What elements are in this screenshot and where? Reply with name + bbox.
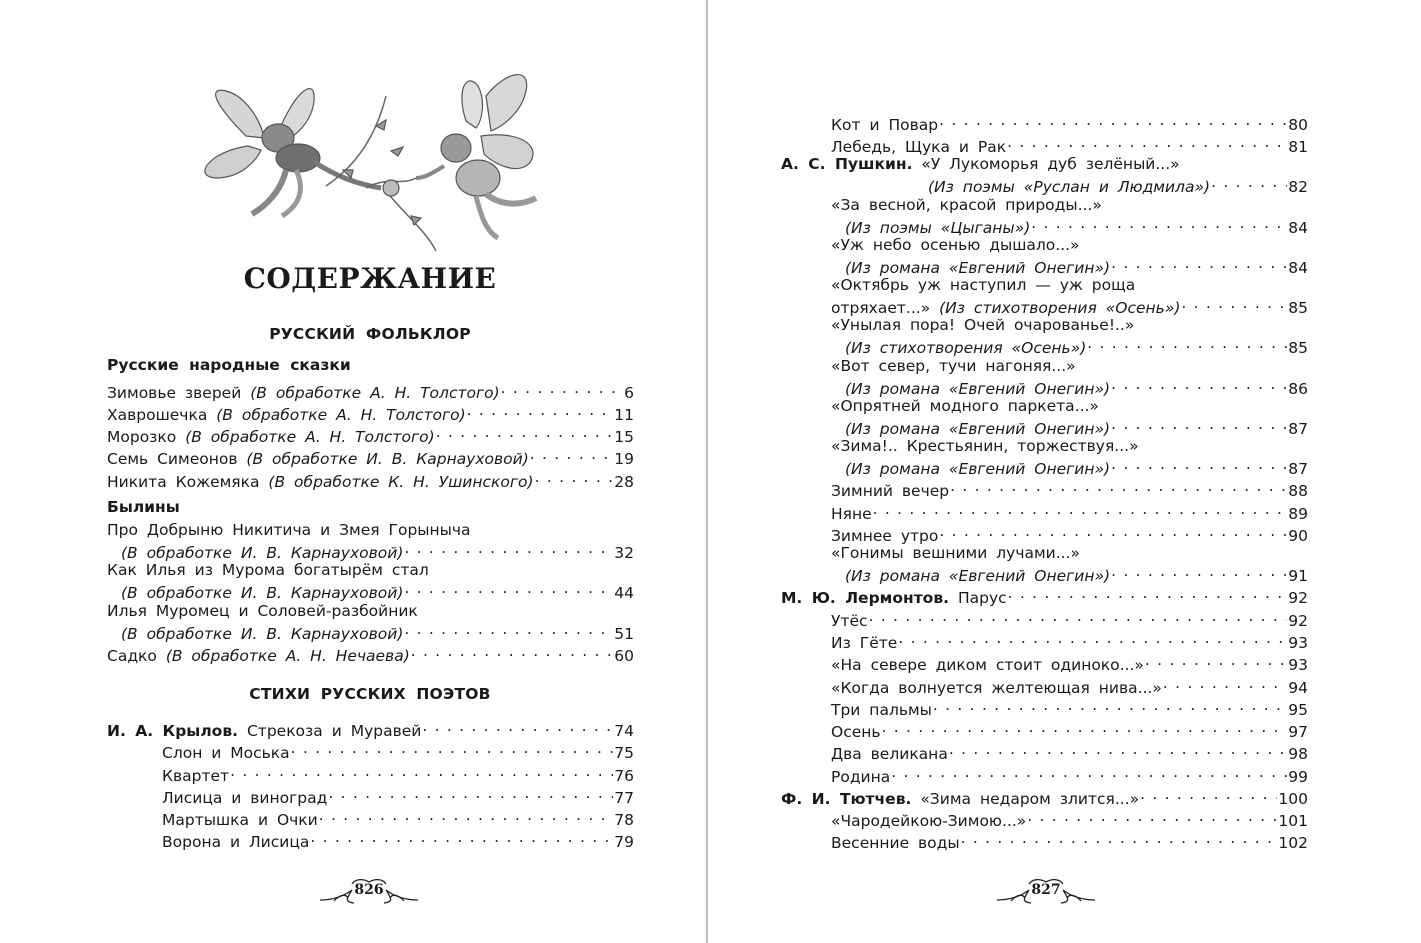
entry-page: 92 (1288, 589, 1308, 607)
toc-entry[interactable] (831, 695, 1308, 719)
leader-dots (535, 467, 614, 487)
toc-entry-title-line[interactable] (107, 601, 634, 621)
leader-dots (950, 476, 1287, 496)
toc-entry[interactable] (107, 716, 634, 740)
toc-entry[interactable] (928, 172, 1308, 196)
leader-dots (291, 738, 614, 758)
toc-entry[interactable] (107, 641, 634, 665)
entry-page: 19 (614, 450, 634, 468)
toc-entry[interactable] (107, 467, 634, 491)
entry-title: Утёс (831, 612, 868, 630)
entry-title: Весенние воды (831, 834, 960, 852)
toc-entry[interactable] (162, 805, 634, 829)
toc-entry-title-line[interactable] (831, 396, 1308, 416)
entry-title: Мартышка и Очки (162, 811, 318, 829)
leader-dots (404, 578, 613, 598)
leader-dots (467, 400, 614, 420)
entry-page: 77 (614, 789, 634, 807)
leader-dots (530, 444, 613, 464)
entry-title: «Опрятней модного паркета...» (831, 397, 1099, 415)
entry-title: Няне (831, 505, 872, 523)
entry-note: (Из романа «Евгений Онегин») (845, 259, 1111, 277)
entry-page: 60 (614, 647, 634, 665)
entry-page: 86 (1288, 380, 1308, 398)
toc-entry[interactable] (107, 400, 634, 424)
entry-title: «У Лукоморья дуб зелёный...» (921, 155, 1180, 173)
entry-note: (В обработке И. В. Карнауховой) (121, 544, 404, 562)
leader-dots (411, 641, 614, 661)
toc-entry[interactable] (162, 827, 634, 851)
entry-page: 99 (1288, 768, 1308, 786)
leader-dots (501, 378, 623, 398)
leader-dots (436, 422, 614, 442)
entry-note: (Из романа «Евгений Онегин») (845, 420, 1111, 438)
entry-page: 93 (1288, 656, 1308, 674)
leader-dots (1111, 414, 1287, 434)
entry-title: Осень (831, 723, 881, 741)
leader-dots (319, 805, 614, 825)
entry-note: (В обработке А. Н. Толстого) (250, 384, 500, 402)
leader-dots (1211, 172, 1287, 192)
page-gutter (706, 0, 708, 943)
leader-dots (933, 695, 1287, 715)
folio-left (314, 876, 424, 906)
leader-dots (1027, 806, 1277, 826)
entry-title: Илья Муромец и Соловей-разбойник (107, 602, 418, 620)
entry-page: 85 (1288, 339, 1308, 357)
entry-title: «Унылая пора! Очей очарованье!..» (831, 316, 1135, 334)
toc-entry[interactable] (831, 293, 1308, 317)
toc-entry[interactable] (831, 521, 1308, 545)
leader-dots (949, 739, 1287, 759)
entry-page: 88 (1288, 482, 1308, 500)
leader-dots (1008, 583, 1288, 603)
entry-note: (Из романа «Евгений Онегин») (845, 460, 1111, 478)
page-title: СОДЕРЖАНИЕ (243, 262, 497, 295)
leader-dots (404, 619, 613, 639)
subsection-heading-byliny: Былины (107, 498, 180, 516)
entry-title: Родина (831, 768, 891, 786)
entry-title: Хаврошечка (107, 406, 208, 424)
entry-note: (Из поэмы «Цыганы») (845, 219, 1031, 237)
entry-title: «Октябрь уж наступил — уж роща (831, 276, 1136, 294)
entry-note: (В обработке А. Н. Нечаева) (165, 647, 410, 665)
entry-page: 98 (1288, 745, 1308, 763)
leader-dots (1087, 333, 1287, 353)
leader-dots (230, 761, 613, 781)
toc-entry[interactable] (831, 650, 1308, 674)
entry-title: Лисица и виноград (162, 789, 328, 807)
entry-page: 76 (614, 767, 634, 785)
entry-note: (В обработке А. Н. Толстого) (216, 406, 466, 424)
toc-entry[interactable] (845, 213, 1308, 237)
entry-note: (В обработке А. Н. Толстого) (185, 428, 435, 446)
toc-entry[interactable] (831, 673, 1308, 697)
page-number: 826 (354, 882, 384, 898)
toc-entry[interactable] (831, 628, 1308, 652)
entry-page: 93 (1288, 634, 1308, 652)
leader-dots (1031, 213, 1287, 233)
section-heading-poets: СТИХИ РУССКИХ ПОЭТОВ (249, 685, 491, 703)
entry-title: Парус (957, 589, 1007, 607)
entry-title: «Зима!.. Крестьянин, торжествуя...» (831, 437, 1139, 455)
entry-page: 90 (1288, 527, 1308, 545)
entry-page: 84 (1288, 219, 1308, 237)
entry-title: Два великана (831, 745, 948, 763)
entry-title: «Уж небо осенью дышало...» (831, 236, 1080, 254)
leader-dots (1140, 784, 1277, 804)
leader-dots (1181, 293, 1287, 313)
subsection-heading-tales: Русские народные сказки (107, 356, 351, 374)
toc-entry[interactable] (831, 132, 1308, 156)
toc-entry[interactable] (107, 378, 634, 402)
fairies-illustration-icon (186, 66, 556, 256)
leader-dots (1145, 650, 1287, 670)
toc-entry[interactable] (162, 783, 634, 807)
toc-entry[interactable] (831, 499, 1308, 523)
entry-title: Стрекоза и Муравей (246, 722, 422, 740)
entry-note: (Из стихотворения «Осень») (939, 299, 1181, 317)
toc-entry[interactable] (162, 738, 634, 762)
toc-entry[interactable] (845, 374, 1308, 398)
entry-title: «Вот север, тучи нагоняя...» (831, 357, 1076, 375)
leader-dots (328, 783, 613, 803)
toc-entry[interactable] (162, 761, 634, 785)
toc-entry[interactable] (845, 561, 1308, 585)
author-name: А. С. Пушкин. (781, 155, 913, 173)
entry-page: 79 (614, 833, 634, 851)
entry-title: «Когда волнуется желтеющая нива...» (831, 679, 1162, 697)
toc-entry[interactable] (831, 828, 1308, 852)
entry-page: 85 (1288, 299, 1308, 317)
leader-dots (869, 606, 1288, 626)
toc-entry-title-line[interactable] (781, 154, 1308, 174)
entry-note: (В обработке И. В. Карнауховой) (246, 450, 529, 468)
entry-page: 28 (614, 473, 634, 491)
entry-page: 74 (614, 722, 634, 740)
toc-entry[interactable] (781, 583, 1308, 607)
entry-title: «На севере диком стоит одиноко...» (831, 656, 1144, 674)
leader-dots (891, 762, 1287, 782)
entry-page: 44 (614, 584, 634, 602)
author-name: Ф. И. Тютчев. (781, 790, 912, 808)
leader-dots (1163, 673, 1287, 693)
entry-page: 89 (1288, 505, 1308, 523)
toc-entry[interactable] (831, 606, 1308, 630)
entry-page: 51 (614, 625, 634, 643)
leader-dots (1111, 253, 1287, 273)
toc-entry[interactable] (845, 253, 1308, 277)
entry-page: 78 (614, 811, 634, 829)
toc-entry[interactable] (121, 538, 634, 562)
entry-title: «Чародейкою-Зимою...» (831, 812, 1027, 830)
toc-entry-title-line[interactable] (107, 560, 634, 580)
entry-title: Как Илья из Мурома богатырём стал (107, 561, 429, 579)
leader-dots (882, 717, 1288, 737)
leader-dots (873, 499, 1288, 519)
leader-dots (1007, 132, 1287, 152)
toc-entry-title-line[interactable] (107, 520, 634, 540)
entry-title: Из Гёте (831, 634, 898, 652)
leader-dots (961, 828, 1278, 848)
entry-title: Никита Кожемяка (107, 473, 260, 491)
toc-entry-title-line[interactable] (831, 356, 1308, 376)
toc-entry-title-line[interactable] (831, 235, 1308, 255)
entry-note: (В обработке К. Н. Ушинского) (268, 473, 534, 491)
toc-entry[interactable] (845, 333, 1308, 357)
entry-title: Семь Симеонов (107, 450, 238, 468)
toc-entry-title-line[interactable] (831, 275, 1308, 295)
entry-page: 92 (1288, 612, 1308, 630)
toc-entry[interactable] (121, 619, 634, 643)
entry-title: Зимовье зверей (107, 384, 242, 402)
entry-note: (Из романа «Евгений Онегин») (845, 567, 1111, 585)
toc-entry[interactable] (107, 422, 634, 446)
leader-dots (898, 628, 1287, 648)
author-name: И. А. Крылов. (107, 722, 239, 740)
entry-title: Слон и Моська (162, 744, 290, 762)
entry-title: «Гонимы вешними лучами...» (831, 544, 1081, 562)
entry-page: 32 (614, 544, 634, 562)
toc-entry[interactable] (831, 762, 1308, 786)
entry-note: (Из поэмы «Руслан и Людмила») (928, 178, 1211, 196)
toc-entry[interactable] (845, 454, 1308, 478)
toc-entry-title-line[interactable] (831, 315, 1308, 335)
entry-title: Кот и Повар (831, 116, 939, 134)
entry-page: 102 (1278, 834, 1308, 852)
toc-entry[interactable] (831, 739, 1308, 763)
leader-dots (1111, 561, 1287, 581)
entry-title: Зимнее утро (831, 527, 939, 545)
entry-page: 75 (614, 744, 634, 762)
leader-dots (422, 716, 613, 736)
entry-note: (Из стихотворения «Осень») (845, 339, 1087, 357)
toc-entry[interactable] (781, 784, 1308, 808)
toc-entry[interactable] (107, 444, 634, 468)
entry-page: 82 (1288, 178, 1308, 196)
toc-entry-title-line[interactable] (831, 195, 1308, 215)
toc-entry[interactable] (845, 414, 1308, 438)
toc-entry[interactable] (831, 717, 1308, 741)
folio-right (991, 876, 1101, 906)
entry-title: Лебедь, Щука и Рак (831, 138, 1007, 156)
entry-page: 95 (1288, 701, 1308, 719)
entry-title-cont: отряхает...» (831, 299, 931, 317)
entry-title: Ворона и Лисица (162, 833, 310, 851)
toc-entry[interactable] (831, 806, 1308, 830)
entry-title: Три пальмы (831, 701, 932, 719)
entry-title: Квартет (162, 767, 230, 785)
entry-page: 81 (1288, 138, 1308, 156)
entry-page: 91 (1288, 567, 1308, 585)
leader-dots (310, 827, 613, 847)
entry-page: 87 (1288, 420, 1308, 438)
entry-page: 101 (1278, 812, 1308, 830)
author-name: М. Ю. Лермонтов. (781, 589, 950, 607)
page-number: 827 (1031, 882, 1061, 898)
entry-title: «За весной, красой природы...» (831, 196, 1102, 214)
entry-page: 87 (1288, 460, 1308, 478)
entry-note: (В обработке И. В. Карнауховой) (121, 584, 404, 602)
toc-entry[interactable] (831, 110, 1308, 134)
leader-dots (404, 538, 613, 558)
leader-dots (939, 521, 1287, 541)
toc-entry[interactable] (831, 476, 1308, 500)
leader-dots (1111, 374, 1287, 394)
entry-title: Про Добрыню Никитича и Змея Горыныча (107, 521, 471, 539)
entry-page: 6 (624, 384, 634, 402)
toc-entry-title-line[interactable] (831, 543, 1308, 563)
entry-title: Садко (107, 647, 157, 665)
entry-title: «Зима недаром злится...» (920, 790, 1140, 808)
entry-note: (Из романа «Евгений Онегин») (845, 380, 1111, 398)
entry-page: 15 (614, 428, 634, 446)
entry-page: 97 (1288, 723, 1308, 741)
leader-dots (1111, 454, 1287, 474)
toc-entry-title-line[interactable] (831, 436, 1308, 456)
entry-title: Зимний вечер (831, 482, 950, 500)
entry-note: (В обработке И. В. Карнауховой) (121, 625, 404, 643)
leader-dots (939, 110, 1287, 130)
entry-page: 11 (614, 406, 634, 424)
toc-entry[interactable] (121, 578, 634, 602)
entry-page: 94 (1288, 679, 1308, 697)
entry-page: 84 (1288, 259, 1308, 277)
section-heading-folklore: РУССКИЙ ФОЛЬКЛОР (269, 325, 471, 343)
entry-title: Морозко (107, 428, 177, 446)
entry-page: 80 (1288, 116, 1308, 134)
entry-page: 100 (1278, 790, 1308, 808)
